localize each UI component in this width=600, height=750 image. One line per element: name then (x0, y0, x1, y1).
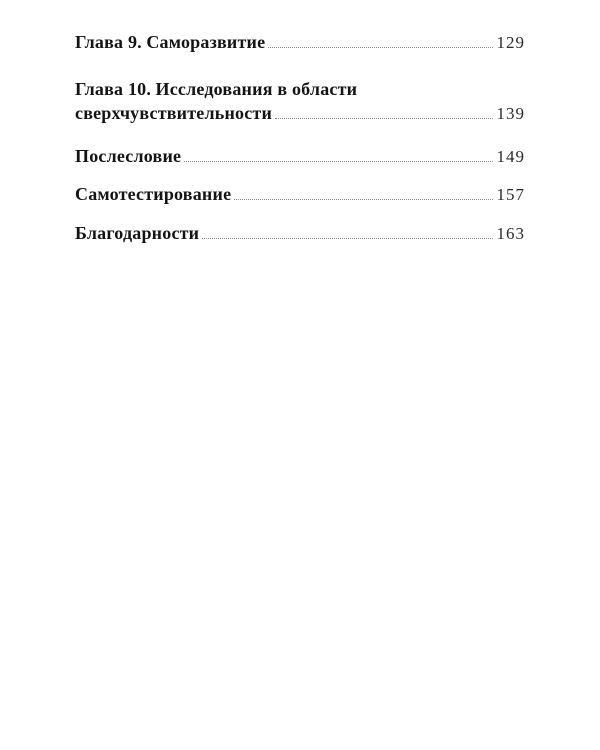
toc-entry-line (75, 221, 525, 246)
toc-entry-chapter-9 (75, 30, 525, 55)
page-number: 163 (496, 224, 525, 243)
toc-entry-line (75, 30, 525, 55)
toc-entry-line (75, 182, 525, 207)
dot-leader (234, 198, 492, 200)
section-title: Благодарности (75, 223, 200, 243)
chapter-number: Глава 10. (75, 79, 152, 99)
chapter-title-line-1: Исследования в области (155, 79, 358, 99)
page-number: 139 (496, 104, 525, 123)
toc-entry-acknowledgements (75, 221, 525, 246)
section-title: Послесловие (75, 146, 182, 166)
toc-entry-line (75, 144, 525, 169)
toc-entry-line (75, 101, 525, 126)
dot-leader (268, 46, 492, 48)
section-title: Самотестирование (75, 184, 232, 204)
chapter-title-line-2: сверхчувствительности (75, 103, 273, 123)
page-number: 149 (496, 147, 525, 166)
page-number: 157 (496, 185, 525, 204)
dot-leader (275, 117, 492, 119)
dot-leader (184, 160, 492, 162)
page-number: 129 (496, 33, 525, 52)
toc-entry-afterword (75, 144, 525, 169)
chapter-number: Глава 9. (75, 32, 142, 52)
toc-entry-chapter-10 (75, 77, 525, 126)
toc-entry-self-testing (75, 182, 525, 207)
toc-entry-line (75, 77, 525, 101)
dot-leader (202, 237, 492, 239)
chapter-title: Саморазвитие (146, 32, 266, 52)
